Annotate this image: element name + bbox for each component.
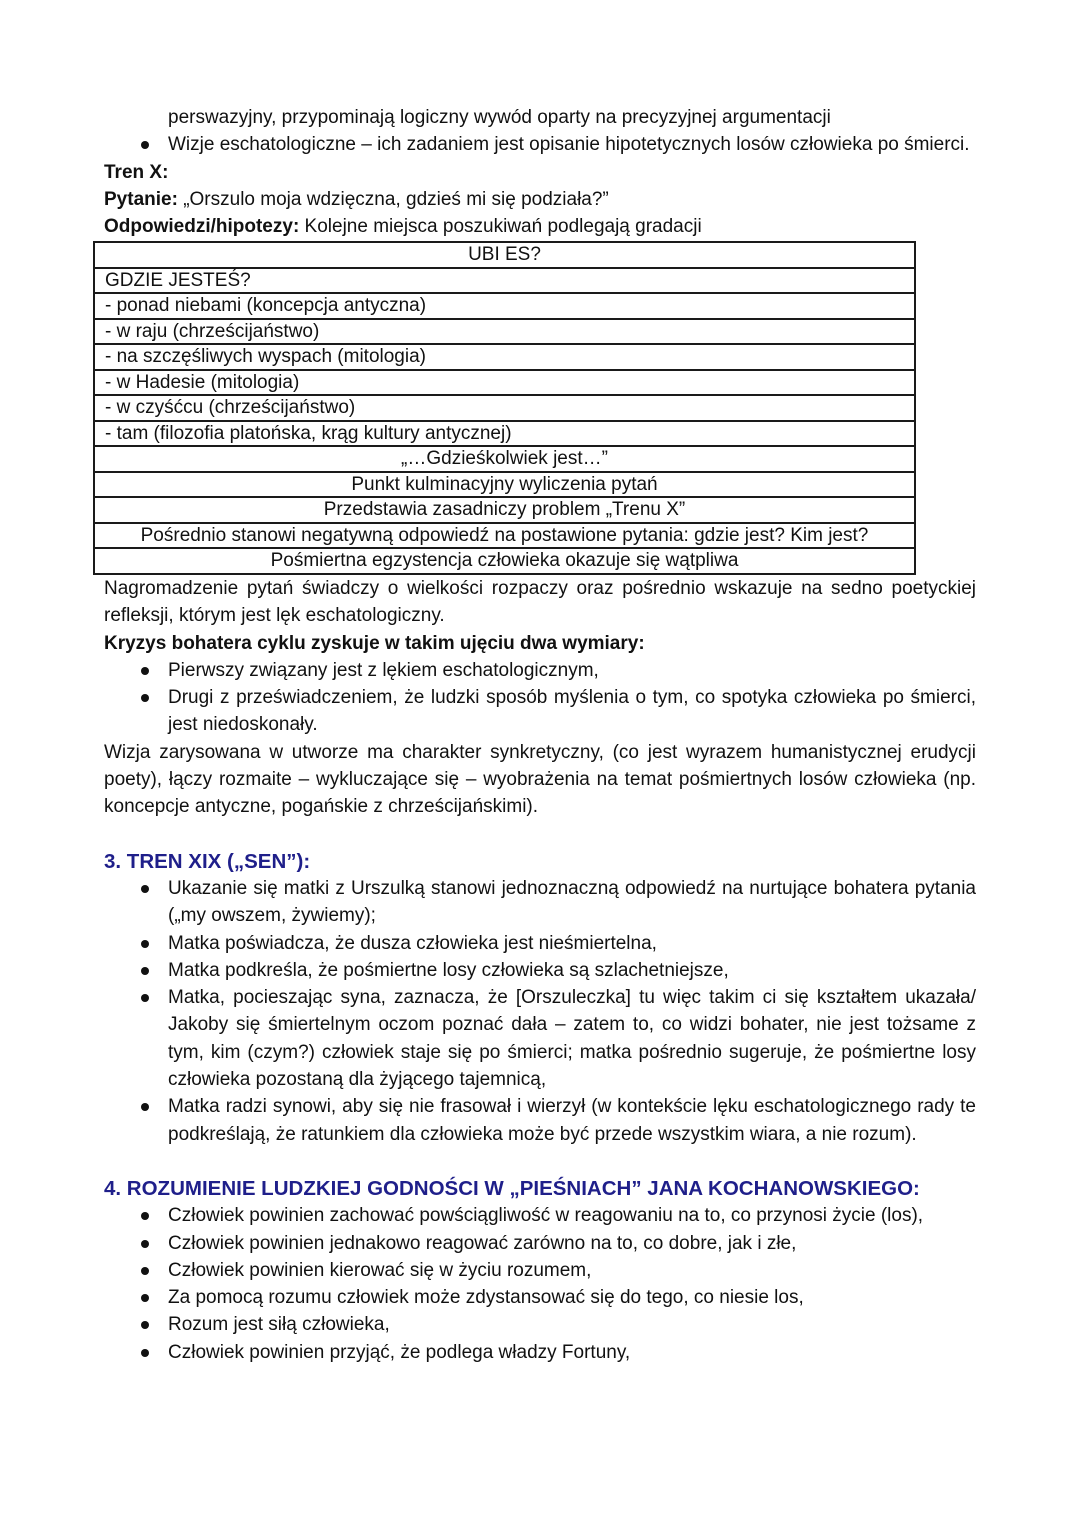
table-row (94, 472, 915, 498)
tren-x-answers (104, 213, 976, 240)
answers-text: Kolejne miejsca poszukiwań podlegają gradacji (299, 216, 702, 238)
bullet-icon (141, 1321, 149, 1329)
bullet-icon (141, 1349, 149, 1357)
table-row (94, 370, 915, 396)
table-cell: Pośrednio stanowi negatywną odpowiedź na postawione pytania: gdzie jest? Kim jest? (94, 523, 915, 549)
table-cell: - w czyśćcu (chrześcijaństwo) (94, 395, 915, 421)
list-item: Człowiek powinien kierować się w życiu rozumem, (104, 1257, 976, 1284)
bullet-icon (141, 694, 149, 702)
list-item: Ukazanie się matki z Urszulką stanowi jednoznaczną odpowiedź na nurtujące bohatera pytania („my owszem, żywiemy); (104, 875, 976, 930)
bullet-icon (141, 940, 149, 948)
table-row (94, 523, 915, 549)
table-cell: - w Hadesie (mitologia) (94, 370, 915, 396)
table-cell: Przedstawia zasadniczy problem „Trenu X” (94, 497, 915, 523)
crisis-bullet-list (104, 657, 976, 739)
list-item: Człowiek powinien przyjąć, że podlega władzy Fortuny, (104, 1339, 976, 1366)
table-cell: Pośmiertna egzystencja człowieka okazuje się wątpliwa (94, 548, 915, 574)
question-text: „Orszulo moja wdzięczna, gdzieś mi się podziała?” (177, 188, 609, 210)
list-item: Matka podkreśla, że pośmiertne losy człowieka są szlachetniejsze, (104, 957, 976, 984)
vision-paragraph: Wizja zarysowana w utworze ma charakter synkretyczny, (co jest wyrazem humanistycznej erudycji poety), łączy rozmaite – wykluczające się – wyobrażenia na temat pośmiertnych losów człowieka (np. koncepcje antyczne, pogańskie z chrześcijańskimi). (104, 741, 976, 818)
table-row (94, 293, 915, 319)
list-item: Pierwszy związany jest z lękiem eschatologicznym, (104, 657, 976, 684)
section-4-bullet-list (104, 1202, 976, 1366)
table-cell: - w raju (chrześcijaństwo) (94, 319, 915, 345)
table-cell: - tam (filozofia platońska, krąg kultury antycznej) (94, 421, 915, 447)
table-row (94, 344, 915, 370)
section-4-heading: 4. ROZUMIENIE LUDZKIEJ GODNOŚCI W „PIEŚNIACH” JANA KOCHANOWSKIEGO: (104, 1176, 920, 1200)
table-row (94, 421, 915, 447)
table-row (94, 446, 915, 472)
list-item: Wizje eschatologiczne – ich zadaniem jest opisanie hipotetycznych losów człowieka po śmierci. (104, 131, 976, 158)
tren-x-title: Tren X: (104, 161, 169, 183)
ubi-es-table (93, 241, 916, 575)
answers-label: Odpowiedzi/hipotezy: (104, 216, 300, 238)
table-row (94, 242, 915, 268)
table-cell: - na szczęśliwych wyspach (mitologia) (94, 344, 915, 370)
list-item: Za pomocą rozumu człowiek może zdystansować się do tego, co niesie los, (104, 1284, 976, 1311)
bullet-icon (141, 885, 149, 893)
crisis-heading: Kryzys bohatera cyklu zyskuje w takim ujęciu dwa wymiary: (104, 632, 645, 654)
table-cell: Punkt kulminacyjny wyliczenia pytań (94, 472, 915, 498)
list-item: Matka poświadcza, że dusza człowieka jest nieśmiertelna, (104, 930, 976, 957)
section-3-bullet-list (104, 875, 976, 1148)
bullet-icon (141, 1103, 149, 1111)
table-row (94, 497, 915, 523)
table-row (94, 548, 915, 574)
list-item: Człowiek powinien zachować powściągliwość w reagowaniu na to, co przynosi życie (los), (104, 1202, 976, 1229)
table-subheader-cell: GDZIE JESTEŚ? (94, 268, 915, 294)
bullet-icon (141, 141, 149, 149)
document-content (104, 104, 976, 1366)
list-item: Rozum jest siłą człowieka, (104, 1311, 976, 1338)
table-row (94, 268, 915, 294)
bullet-icon (141, 1212, 149, 1220)
table-row (94, 395, 915, 421)
bullet-icon (141, 994, 149, 1002)
bullet-icon (141, 1240, 149, 1248)
bullet-icon (141, 667, 149, 675)
tren-x-question (104, 186, 976, 213)
list-item: Matka, pocieszając syna, zaznacza, że [Orszuleczka] tu więc takim ci się kształtem ukazała/ Jakoby się śmiertelnym oczom poznać dała – zatem to, co widzi bohater, nie jest tożsame z tym, kim (czym?) człowiek staje się po śmierci; matka pośrednio sugeruje, że pośmiertne losy człowieka pozostaną dla żyjącego tajemnicą, (104, 984, 976, 1093)
tren-x-summary: Nagromadzenie pytań świadczy o wielkości rozpaczy oraz pośrednio wskazuje na sedno poetyckiej refleksji, którym jest lęk eschatologiczny. (104, 577, 976, 627)
bullet-icon (141, 1267, 149, 1275)
intro-continuation: perswazyjny, przypominają logiczny wywód oparty na precyzyjnej argumentacji (168, 107, 831, 128)
bullet-icon (141, 1294, 149, 1302)
list-item: Człowiek powinien jednakowo reagować zarówno na to, co dobre, jak i złe, (104, 1230, 976, 1257)
table-header-cell: UBI ES? (94, 242, 915, 268)
bullet-icon (141, 967, 149, 975)
intro-bullet-list (104, 131, 976, 158)
table-cell: - ponad niebami (koncepcja antyczna) (94, 293, 915, 319)
table-row (94, 319, 915, 345)
list-item: Matka radzi synowi, aby się nie frasował i wierzył (w kontekście lęku eschatologicznego rady te podkreślają, że ratunkiem dla człowieka może być przede wszystkim wiara, a nie rozum). (104, 1093, 976, 1148)
question-label: Pytanie: (104, 188, 178, 210)
list-item: Drugi z przeświadczeniem, że ludzki sposób myślenia o tym, co spotyka człowieka po śmierci, jest niedoskonały. (104, 684, 976, 739)
section-3-heading: 3. TREN XIX („SEN”): (104, 849, 311, 873)
table-cell: „…Gdzieśkolwiek jest…” (94, 446, 915, 472)
